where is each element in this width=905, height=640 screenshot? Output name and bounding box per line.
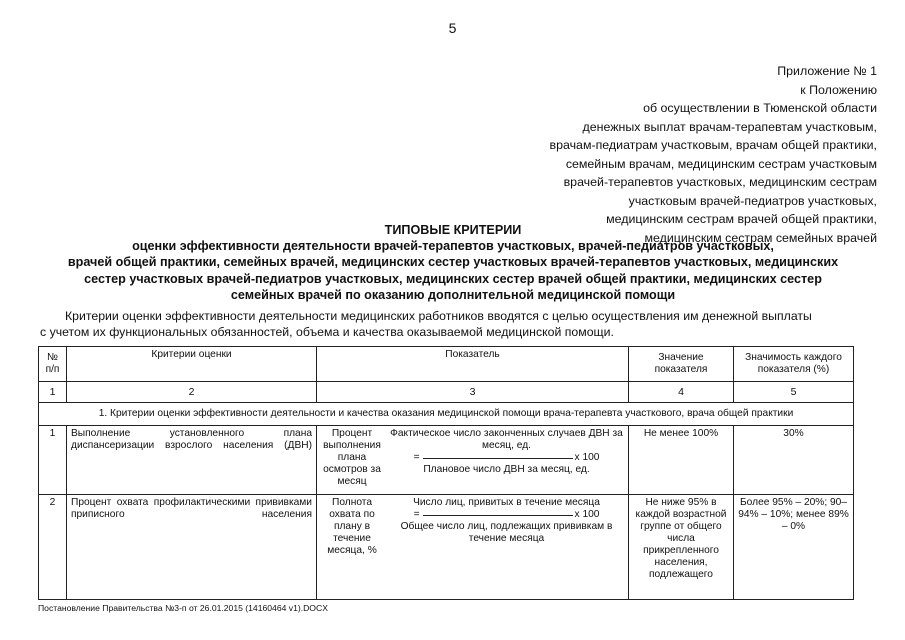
appendix-line: медицинским сестрам врачей общей практики, <box>606 212 877 226</box>
appendix-line: к Положению <box>800 82 877 97</box>
fraction-line <box>389 509 624 521</box>
fraction-line <box>389 452 624 464</box>
formula <box>383 428 624 488</box>
table-row <box>39 426 854 495</box>
value-cell: Не ниже 95% в каждой возрастной группе от общего числа прикрепленного населения, подлежащего <box>629 495 734 600</box>
appendix-line: врачам-педиатрам участковым, врачам общей практики, <box>549 138 877 152</box>
intro-line: с учетом их функциональных обязанностей, объема и качества оказываемой медицинской помощи. <box>40 325 614 339</box>
heading-line: оценки эффективности деятельности врачей-терапевтов участковых, врачей-педиатров участковых, <box>132 239 774 254</box>
appendix-line: врачей-терапевтов участковых, медицинским сестрам <box>563 175 877 189</box>
document-heading <box>20 222 886 303</box>
formula-multiplier: x 100 <box>574 509 600 520</box>
formula-equals: = <box>413 509 420 520</box>
appendix-line: об осуществлении в Тюменской области <box>643 101 877 115</box>
heading-line: врачей общей практики, семейных врачей, медицинских сестер участковых врачей-терапевтов участковых, медицинских <box>67 255 839 270</box>
column-number: 1 <box>39 382 67 403</box>
formula-equals: = <box>413 452 420 463</box>
column-number-row <box>39 382 854 403</box>
indicator-label: Процент выполнения плана осмотров за месяц <box>323 428 381 487</box>
formula-numerator: Число лиц, привитых в течение месяца <box>413 497 600 508</box>
formula <box>383 497 624 557</box>
document-title: ТИПОВЫЕ КРИТЕРИИ <box>384 223 522 237</box>
header-num: № п/п <box>39 347 67 382</box>
criterion-cell <box>67 426 317 495</box>
table-header-row <box>39 347 854 382</box>
table-row <box>39 495 854 600</box>
section-title: 1. Критерии оценки эффективности деятельности и качества оказания медицинской помощи врача-терапевта участкового, врача общей практики <box>39 403 854 426</box>
footer-filename: Постановление Правительства №3-п от 26.01.2015 (14160464 v1).DOCX <box>38 603 328 613</box>
formula-denominator: Плановое число ДВН за месяц, ед. <box>423 464 590 475</box>
appendix-header <box>457 62 877 247</box>
heading-line: сестер участковых врачей-педиатров участковых, медицинских сестер врачей общей практики, медицинских сестер <box>84 271 822 286</box>
indicator-cell <box>317 426 629 495</box>
column-number: 5 <box>734 382 854 403</box>
row-number: 2 <box>39 495 67 600</box>
appendix-line: семейным врачам, медицинским сестрам участковым <box>565 156 877 171</box>
row-number: 1 <box>39 426 67 495</box>
appendix-line: медицинским сестрам семейных врачей <box>644 230 877 245</box>
header-criteria: Критерии оценки <box>67 347 317 382</box>
header-value: Значение показателя <box>629 347 734 382</box>
appendix-line: участковым врачей-педиатров участковых, <box>628 193 877 208</box>
indicator-cell <box>317 495 629 600</box>
section-row <box>39 403 854 426</box>
appendix-line: денежных выплат врачам-терапевтам участковым, <box>582 119 877 134</box>
criteria-table <box>38 346 854 600</box>
fraction-bar <box>423 458 573 459</box>
appendix-line: Приложение № 1 <box>777 64 877 78</box>
heading-line: семейных врачей по оказанию дополнительной медицинской помощи <box>230 287 676 302</box>
indicator-label: Полнота охвата по плану в течение месяца, % <box>327 497 377 556</box>
intro-paragraph <box>40 308 886 340</box>
weight-cell: Более 95% – 20%; 90–94% – 10%; менее 89% – 0% <box>734 495 854 600</box>
criterion-text: Процент охвата профилактическими прививками приписного населения <box>71 497 312 520</box>
formula-denominator: Общее число лиц, подлежащих прививкам в течение месяца <box>400 521 613 544</box>
column-number: 4 <box>629 382 734 403</box>
header-weight: Значимость каждого показателя (%) <box>734 347 854 382</box>
column-number: 2 <box>67 382 317 403</box>
intro-line: Критерии оценки эффективности деятельности медицинских работников вводятся с целью осуществления им денежной выплаты <box>65 309 812 323</box>
formula-numerator: Фактическое число законченных случаев ДВН за месяц, ед. <box>390 428 623 451</box>
weight-cell: 30% <box>734 426 854 495</box>
criterion-text: Выполнение установленного плана диспансеризации взрослого населения (ДВН) <box>71 428 312 451</box>
criterion-cell <box>67 495 317 600</box>
header-indicator: Показатель <box>317 347 629 382</box>
formula-multiplier: x 100 <box>574 452 600 463</box>
value-cell: Не менее 100% <box>629 426 734 495</box>
page-number: 5 <box>448 20 457 36</box>
column-number: 3 <box>317 382 629 403</box>
fraction-bar <box>423 515 573 516</box>
